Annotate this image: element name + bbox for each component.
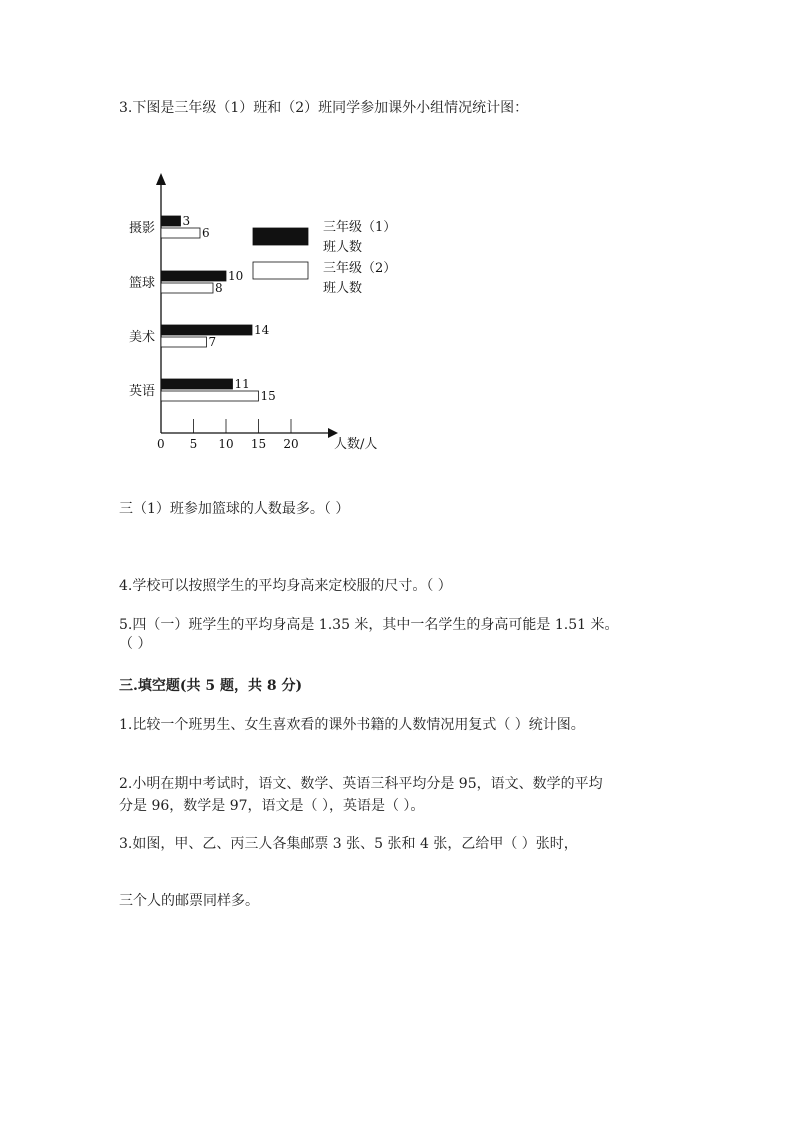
legend-swatch-class1 (253, 228, 308, 245)
bar-class2-3 (161, 337, 207, 347)
section-title: 三.填空题(共 5 题，共 8 分) (119, 678, 303, 694)
chart-bars (161, 216, 259, 401)
bar-class1-3 (161, 325, 252, 335)
bar-value-label: 7 (208, 335, 217, 349)
legend-swatch-class2 (253, 262, 308, 279)
question-4: 4.学校可以按照学生的平均身高来定校服的尺寸。（ ） (119, 578, 452, 594)
bar-chart (118, 165, 418, 465)
bar-class1-4 (161, 379, 233, 389)
judge-statement: 三（1）班参加篮球的人数最多。（ ） (119, 501, 350, 517)
x-tick-label: 15 (250, 437, 267, 451)
legend-label-class1-line2: 班人数 (323, 240, 363, 255)
x-tick-label: 20 (283, 437, 299, 451)
bar-class2-2 (161, 283, 213, 293)
fill-question-2-line2: 分是 96，数学是 97，语文是（ ），英语是（ ）。 (119, 798, 425, 814)
legend-label-class2: 三年级（2） (323, 261, 397, 276)
fill-question-3-line1: 3.如图，甲、乙、丙三人各集邮票 3 张、5 张和 4 张，乙给甲（ ）张时， (119, 836, 578, 852)
chart-legend (253, 219, 396, 296)
bar-class1-1 (161, 216, 181, 226)
legend-label-class1: 三年级（1） (323, 220, 397, 235)
fill-question-3-line2: 三个人的邮票同样多。 (119, 893, 259, 909)
fill-question-1: 1.比较一个班男生、女生喜欢看的课外书籍的人数情况用复式（ ）统计图。 (119, 717, 585, 733)
x-tick-label: 0 (157, 437, 165, 451)
bar-value-label: 14 (254, 323, 270, 337)
x-tick-label: 5 (189, 437, 198, 451)
bar-class2-1 (161, 228, 200, 238)
fill-question-2-line1: 2.小明在期中考试时，语文、数学、英语三科平均分是 95，语文、数学的平均 (119, 776, 603, 792)
category-label: 英语 (129, 384, 156, 399)
bar-value-label: 3 (182, 214, 191, 228)
bar-value-label: 10 (228, 269, 244, 283)
bar-class1-2 (161, 271, 226, 281)
question-5-line2: （ ） (119, 636, 152, 652)
x-axis-label: 人数/人 (334, 437, 378, 452)
bar-value-label: 8 (215, 281, 223, 295)
legend-label-class2-line2: 班人数 (323, 281, 363, 296)
bar-value-label: 15 (260, 389, 276, 403)
question-3-title: 3.下图是三年级（1）班和（2）班同学参加课外小组情况统计图： (119, 100, 529, 116)
bar-class2-4 (161, 391, 259, 401)
question-5-line1: 5.四（一）班学生的平均身高是 1.35 米，其中一名学生的身高可能是 1.51 米。 (119, 617, 619, 633)
category-label: 摄影 (129, 221, 156, 236)
bar-value-label: 11 (234, 377, 250, 391)
x-tick-label: 10 (218, 437, 234, 451)
y-axis-arrow (156, 173, 166, 185)
bar-value-label: 6 (202, 226, 210, 240)
category-label: 美术 (129, 330, 156, 345)
category-label: 篮球 (129, 276, 156, 291)
